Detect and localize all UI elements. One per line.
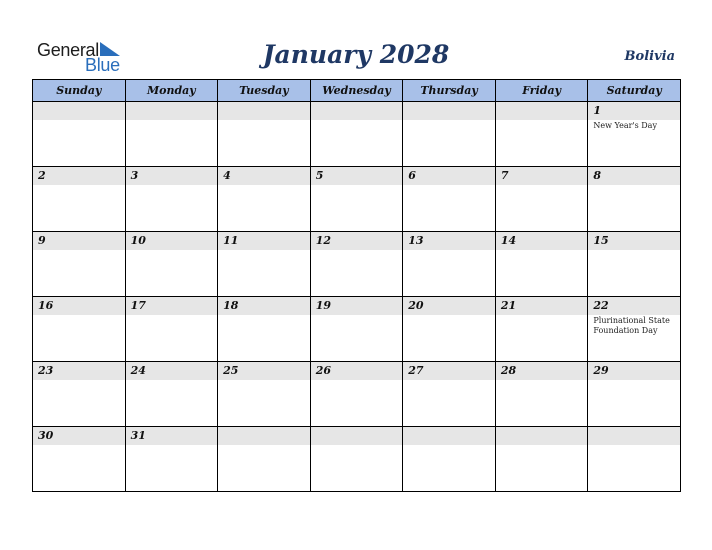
day-cell[interactable] — [588, 362, 681, 427]
holiday-label: New Year's Day — [593, 121, 657, 130]
day-cell[interactable] — [403, 362, 496, 427]
day-number — [588, 427, 680, 445]
country-label: Bolivia — [624, 49, 675, 64]
day-cell[interactable] — [33, 167, 126, 232]
day-number: 12 — [311, 232, 403, 250]
weekday-header: Friday — [495, 80, 588, 102]
day-number — [311, 427, 403, 445]
weekday-header: Thursday — [403, 80, 496, 102]
week-row — [33, 427, 681, 492]
day-number: 7 — [496, 167, 588, 185]
day-cell[interactable] — [310, 297, 403, 362]
day-cell[interactable] — [218, 427, 311, 492]
day-cell[interactable] — [125, 362, 218, 427]
day-number — [403, 427, 495, 445]
weekday-header: Monday — [125, 80, 218, 102]
day-number — [496, 427, 588, 445]
day-cell[interactable] — [33, 297, 126, 362]
week-row — [33, 102, 681, 167]
day-number: 27 — [403, 362, 495, 380]
calendar-grid — [32, 79, 681, 492]
day-number: 11 — [218, 232, 310, 250]
holiday-label: Plurinational State Foundation Day — [593, 316, 670, 335]
day-number: 9 — [33, 232, 125, 250]
day-number: 6 — [403, 167, 495, 185]
day-cell[interactable] — [218, 297, 311, 362]
day-number: 5 — [311, 167, 403, 185]
day-cell[interactable] — [33, 427, 126, 492]
calendar-title: January 2028 — [262, 40, 450, 69]
day-number: 23 — [33, 362, 125, 380]
day-number: 14 — [496, 232, 588, 250]
day-number: 24 — [126, 362, 218, 380]
weekday-header: Saturday — [588, 80, 681, 102]
day-cell[interactable] — [495, 427, 588, 492]
day-cell[interactable] — [310, 232, 403, 297]
day-cell[interactable] — [495, 297, 588, 362]
day-cell[interactable] — [588, 232, 681, 297]
day-number — [218, 427, 310, 445]
day-number: 8 — [588, 167, 680, 185]
day-number: 19 — [311, 297, 403, 315]
week-row — [33, 167, 681, 232]
day-number: 15 — [588, 232, 680, 250]
day-number: 28 — [496, 362, 588, 380]
day-number — [311, 102, 403, 120]
day-cell[interactable] — [495, 362, 588, 427]
week-row — [33, 362, 681, 427]
day-cell[interactable] — [310, 362, 403, 427]
day-cell[interactable] — [125, 427, 218, 492]
day-cell[interactable] — [125, 232, 218, 297]
day-number: 13 — [403, 232, 495, 250]
weekday-header: Sunday — [33, 80, 126, 102]
day-number: 30 — [33, 427, 125, 445]
day-number: 2 — [33, 167, 125, 185]
day-cell[interactable] — [218, 362, 311, 427]
day-number: 25 — [218, 362, 310, 380]
day-number: 22 — [588, 297, 680, 315]
day-number: 18 — [218, 297, 310, 315]
day-cell[interactable] — [403, 102, 496, 167]
day-cell[interactable] — [33, 232, 126, 297]
week-row — [33, 232, 681, 297]
weekday-header: Tuesday — [218, 80, 311, 102]
day-cell[interactable] — [588, 167, 681, 232]
day-cell[interactable] — [588, 427, 681, 492]
day-number: 3 — [126, 167, 218, 185]
day-cell[interactable] — [125, 167, 218, 232]
day-cell[interactable] — [310, 102, 403, 167]
day-cell[interactable] — [310, 167, 403, 232]
day-cell[interactable] — [218, 167, 311, 232]
day-cell[interactable] — [310, 427, 403, 492]
day-cell[interactable] — [588, 102, 681, 167]
day-cell[interactable] — [218, 102, 311, 167]
day-number: 31 — [126, 427, 218, 445]
day-cell[interactable] — [403, 232, 496, 297]
day-cell[interactable] — [588, 297, 681, 362]
day-number: 17 — [126, 297, 218, 315]
day-number: 4 — [218, 167, 310, 185]
day-number: 21 — [496, 297, 588, 315]
logo-blue-text: Blue — [85, 55, 120, 75]
day-number: 10 — [126, 232, 218, 250]
day-number — [218, 102, 310, 120]
day-cell[interactable] — [403, 427, 496, 492]
weekday-header: Wednesday — [310, 80, 403, 102]
day-cell[interactable] — [495, 232, 588, 297]
day-cell[interactable] — [125, 297, 218, 362]
day-cell[interactable] — [495, 102, 588, 167]
weekday-header-row — [33, 80, 681, 102]
week-row — [33, 297, 681, 362]
day-cell[interactable] — [33, 102, 126, 167]
day-number: 26 — [311, 362, 403, 380]
logo-general-text: General — [37, 40, 99, 60]
day-cell[interactable] — [218, 232, 311, 297]
day-cell[interactable] — [403, 167, 496, 232]
day-cell[interactable] — [403, 297, 496, 362]
day-number: 20 — [403, 297, 495, 315]
day-number — [126, 102, 218, 120]
day-number: 29 — [588, 362, 680, 380]
day-cell[interactable] — [33, 362, 126, 427]
day-number: 1 — [588, 102, 680, 120]
day-number — [33, 102, 125, 120]
day-cell[interactable] — [495, 167, 588, 232]
day-cell[interactable] — [125, 102, 218, 167]
day-number — [496, 102, 588, 120]
day-number: 16 — [33, 297, 125, 315]
day-number — [403, 102, 495, 120]
